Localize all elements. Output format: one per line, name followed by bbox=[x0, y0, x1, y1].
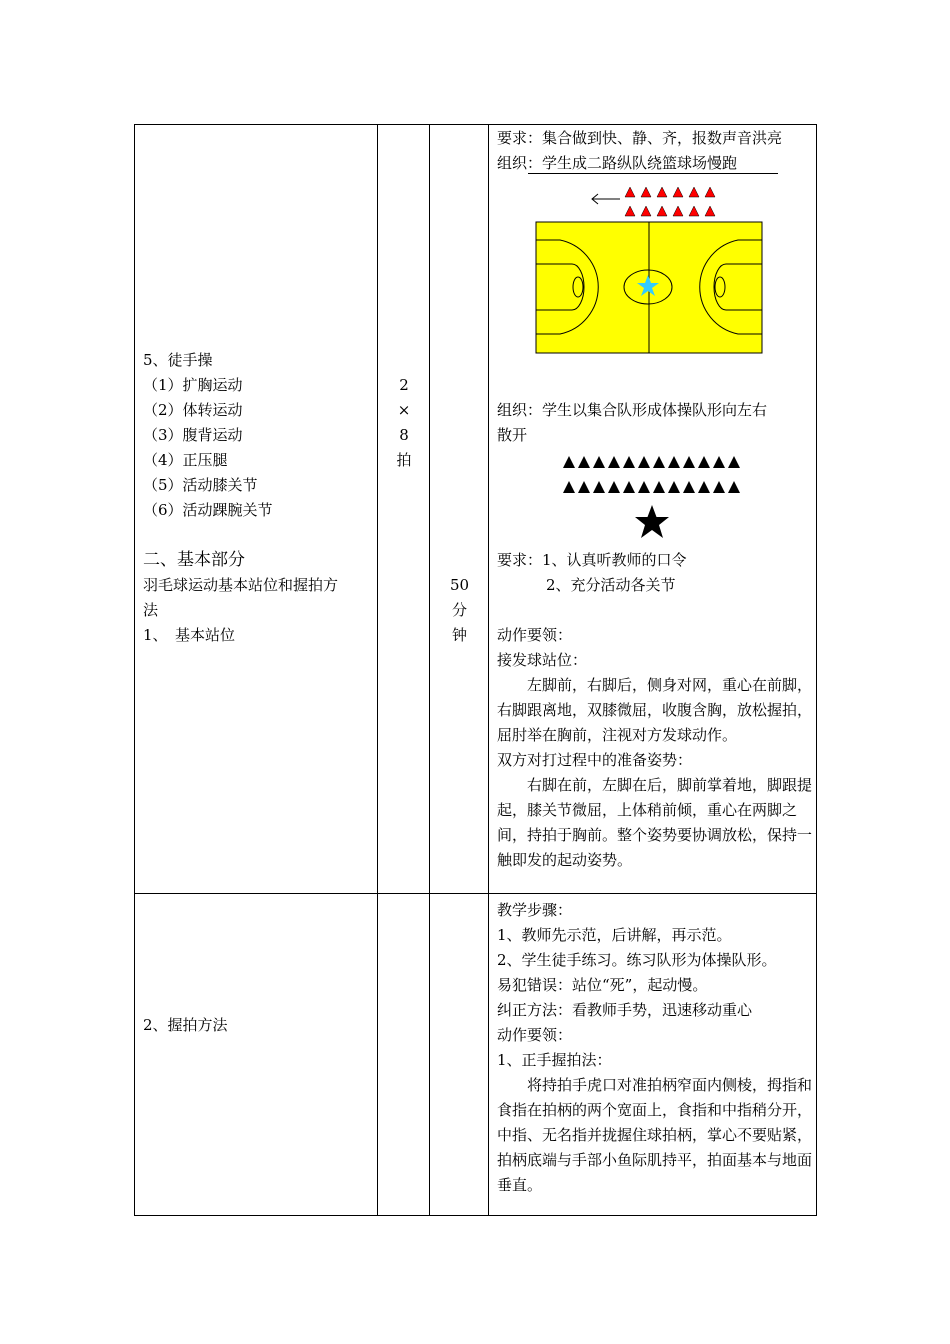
teaching-steps-title: 教学步骤： bbox=[497, 901, 573, 919]
correction-method: 纠正方法：看教师手势，迅速移动重心 bbox=[497, 1001, 753, 1019]
student-triangles-black-row2 bbox=[563, 481, 740, 493]
table-left-border bbox=[134, 124, 135, 1216]
teaching-step: 1、教师先示范，后讲解，再示范。 bbox=[497, 926, 732, 944]
rally-stance-title: 双方对打过程中的准备姿势： bbox=[497, 751, 693, 769]
formation-diagram bbox=[560, 450, 750, 545]
topic-title-line2: 法 bbox=[143, 601, 159, 619]
student-triangles-row1 bbox=[625, 187, 715, 197]
beat-count: 8 bbox=[399, 426, 409, 444]
section-title: 二、基本部分 bbox=[143, 550, 245, 570]
col-divider-2 bbox=[429, 124, 430, 1216]
requirement-text-2b: 2、充分活动各关节 bbox=[546, 576, 676, 594]
topic-title-line1: 羽毛球运动基本站位和握拍方 bbox=[143, 576, 339, 594]
teacher-star-black-icon bbox=[635, 505, 669, 538]
forehand-grip-text: 将持拍手虎口对准拍柄窄面内侧棱，拇指和食指在拍柄的两个宽面上，食指和中指稍分开，中指、无名指并拢握住球拍柄，掌心不要贴紧，拍柄底端与手部小鱼际肌持平，拍面基本与地面垂直。 bbox=[497, 1076, 813, 1194]
exercise-item: （6）活动踝腕关节 bbox=[143, 501, 273, 519]
receive-stance-text: 左脚前，右脚后，侧身对网，重心在前脚，右脚跟离地，双膝微屈，收腹含胸，放松握拍，屈肘举在胸前，注视对方发球动作。 bbox=[497, 676, 813, 744]
organization-text-2-cont: 散开 bbox=[497, 426, 528, 444]
beat-count: 拍 bbox=[396, 451, 412, 469]
forehand-grip-title: 1、正手握拍法： bbox=[497, 1051, 612, 1069]
sub-item-stance: 1、 基本站位 bbox=[143, 626, 236, 644]
row-divider bbox=[134, 893, 817, 894]
exercise-item: （5）活动膝关节 bbox=[143, 476, 258, 494]
exercise-item: （3）腹背运动 bbox=[143, 426, 243, 444]
grip-method-title: 2、握拍方法 bbox=[143, 1016, 228, 1034]
col-divider-3 bbox=[488, 124, 489, 1216]
student-triangles-black-row1 bbox=[563, 456, 740, 468]
student-triangles-row2 bbox=[625, 206, 715, 216]
beat-count: 2 bbox=[399, 376, 409, 394]
teaching-step: 2、学生徒手练习。练习队形为体操队形。 bbox=[497, 951, 777, 969]
organization-text-2: 组织：学生以集合队形成体操队形向左右 bbox=[497, 401, 768, 419]
col-divider-1 bbox=[377, 124, 378, 1216]
receive-stance-title: 接发球站位： bbox=[497, 651, 588, 669]
duration: 钟 bbox=[451, 626, 467, 644]
action-essentials-title: 动作要领： bbox=[497, 626, 573, 644]
exercise-item: （2）体转运动 bbox=[143, 401, 243, 419]
rally-stance-text: 右脚在前，左脚在后，脚前掌着地，脚跟提起，膝关节微屈，上体稍前倾，重心在两脚之间，持拍于胸前。整个姿势要协调放松，保持一触即发的起动姿势。 bbox=[497, 776, 813, 869]
duration: 分 bbox=[451, 601, 467, 619]
requirement-text-2: 要求：1、认真听教师的口令 bbox=[497, 551, 687, 569]
left-arrow-icon bbox=[592, 194, 620, 204]
requirement-text: 要求：集合做到快、静、齐，报数声音洪亮 bbox=[497, 129, 783, 147]
common-error: 易犯错误：站位“死”，起动慢。 bbox=[497, 976, 708, 994]
duration: 50 bbox=[449, 576, 470, 594]
exercise-title: 5、徒手操 bbox=[143, 351, 213, 369]
table-top-border bbox=[134, 124, 817, 125]
table-right-border bbox=[816, 124, 817, 1216]
organization-text: 组织：学生成二路纵队绕篮球场慢跑 bbox=[497, 154, 738, 172]
exercise-item: （1）扩胸运动 bbox=[143, 376, 243, 394]
court-diagram bbox=[530, 180, 770, 360]
exercise-item: （4）正压腿 bbox=[143, 451, 228, 469]
table-bottom-border bbox=[134, 1215, 817, 1216]
beat-count: × bbox=[397, 401, 411, 419]
action-essentials-title-2: 动作要领： bbox=[497, 1026, 573, 1044]
underline bbox=[528, 173, 778, 174]
